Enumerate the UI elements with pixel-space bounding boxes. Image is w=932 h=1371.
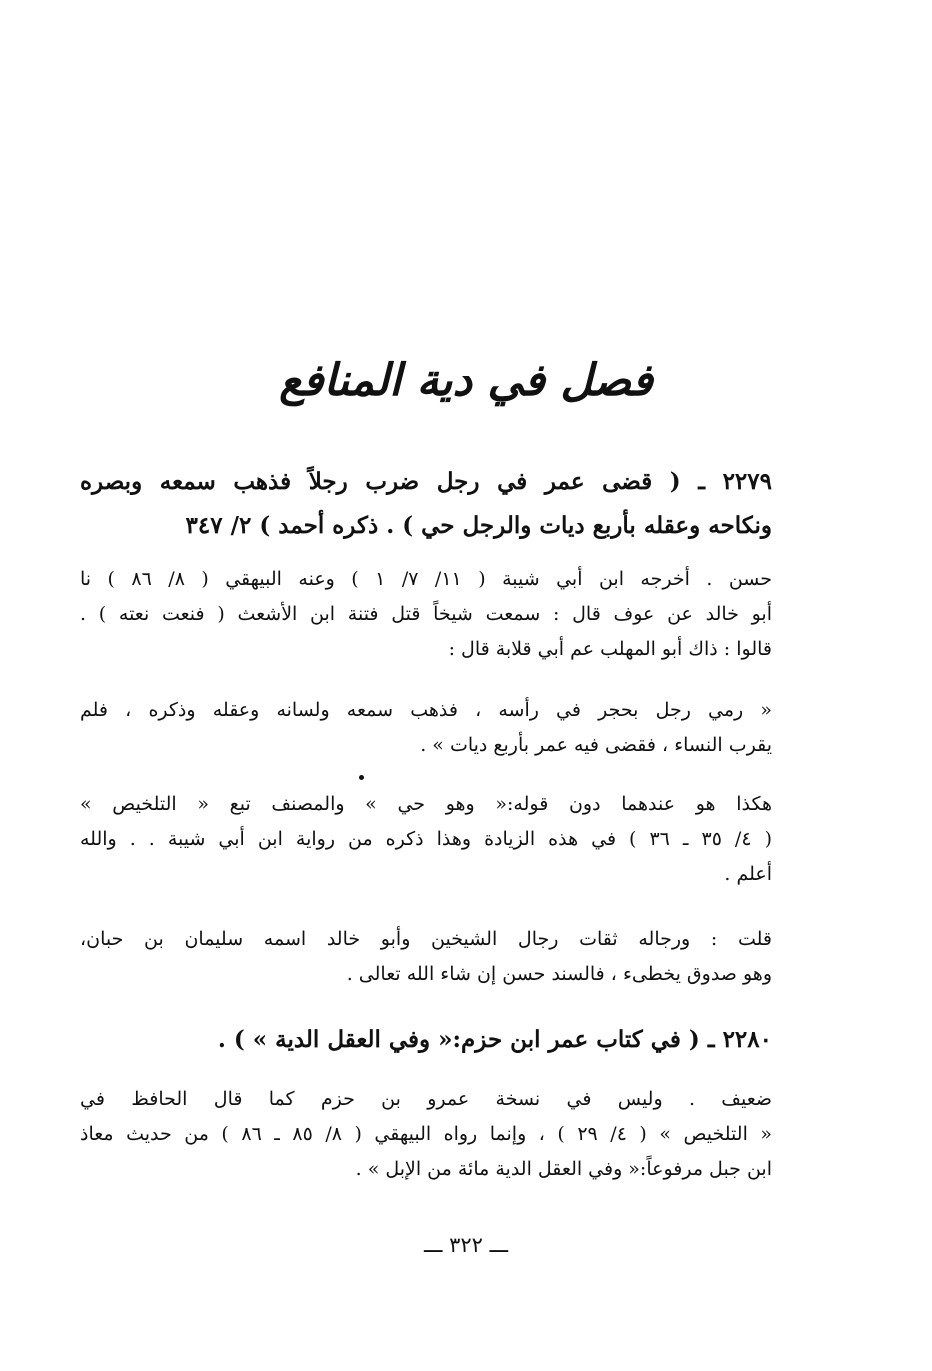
text-line: ضعيف . وليس في نسخة عمرو بن حزم كما قال الحافظ في <box>80 1088 772 1110</box>
text-line: وهو صدوق يخطىء ، فالسند حسن إن شاء الله تعالى . <box>346 963 772 985</box>
text-line: ٢٢٧٩ ـ ( قضى عمر في رجل ضرب رجلاً فذهب سمعه وبصره <box>80 468 772 495</box>
text-line: قلت : ورجاله ثقات رجال الشيخين وأبو خالد اسمه سليمان بن حبان، <box>80 928 772 950</box>
commentary-paragraph <box>80 562 772 667</box>
text-line: هكذا هو عندهما دون قوله:« وهو حي » والمصنف تبع « التلخيص » <box>80 793 772 815</box>
commentary-paragraph <box>80 1082 772 1187</box>
text-line: ٢٢٨٠ ـ ( في كتاب عمر ابن حزم:« وفي العقل الدية » ) . <box>217 1026 772 1053</box>
hadith-2279 <box>80 460 772 548</box>
quoted-narration <box>80 693 772 763</box>
text-line: ونكاحه وعقله بأربع ديات والرجل حي ) . ذكره أحمد ) ٢/ ٣٤٧ <box>185 512 772 539</box>
page-number: ـــ ٣٢٢ ـــ <box>423 1233 509 1257</box>
text-line: ابن جبل مرفوعاً:« وفي العقل الدية مائة من الإبل » . <box>355 1158 772 1180</box>
text-line: ( ٤/ ٣٥ ـ ٣٦ ) في هذه الزيادة وهذا ذكره من رواية ابن أبي شيبة . . والله <box>80 828 772 850</box>
section-heading: فصل في دية المنافع <box>279 355 653 406</box>
text-line: يقرب النساء ، فقضى فيه عمر بأربع ديات » . <box>420 734 772 756</box>
text-line: أبو خالد عن عوف قال : سمعت شيخاً قتل فتنة ابن الأشعث ( فنعت نعته ) . <box>80 603 772 625</box>
commentary-paragraph <box>80 787 772 892</box>
ink-dot <box>359 775 364 780</box>
commentary-paragraph <box>80 922 772 992</box>
hadith-2280 <box>80 1018 772 1062</box>
text-line: قالوا : ذاك أبو المهلب عم أبي قلابة قال : <box>448 638 772 660</box>
text-line: أعلم . <box>724 863 772 885</box>
text-line: « التلخيص » ( ٤/ ٢٩ ) ، وإنما رواه البيهقي ( ٨/ ٨٥ ـ ٨٦ ) من حديث معاذ <box>80 1123 772 1145</box>
text-line: حسن . أخرجه ابن أبي شيبة ( ١١/ ٧/ ١ ) وعنه البيهقي ( ٨/ ٨٦ ) نا <box>80 568 772 590</box>
text-line: « رمي رجل بحجر في رأسه ، فذهب سمعه ولسانه وعقله وذكره ، فلم <box>80 699 772 721</box>
